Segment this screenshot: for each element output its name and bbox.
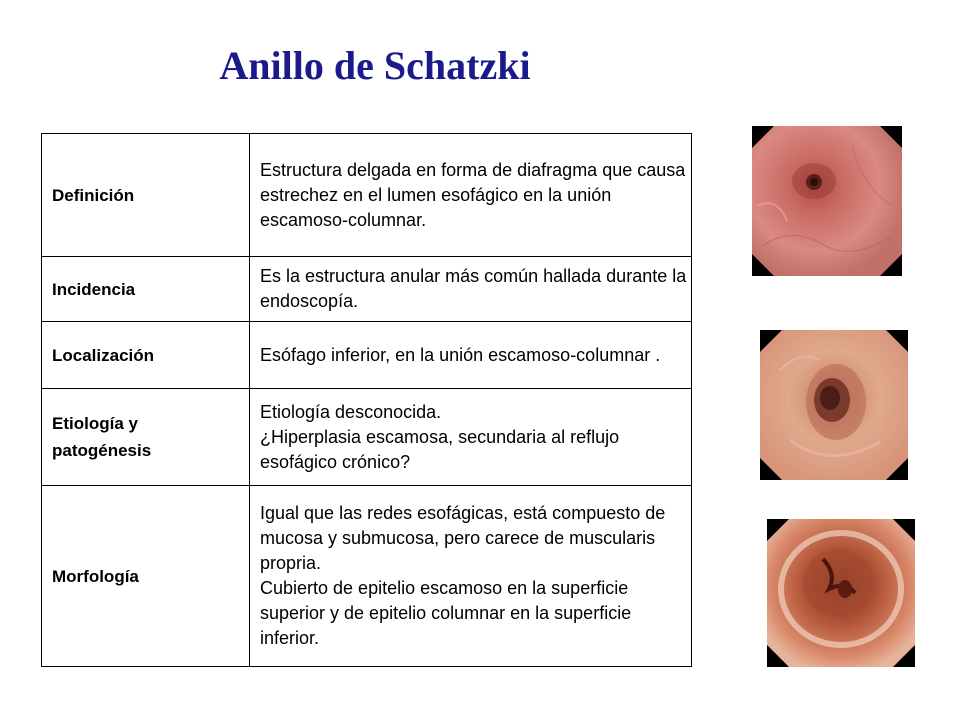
term-incidencia: Incidencia bbox=[42, 257, 250, 322]
endoscopy-photo bbox=[767, 519, 915, 667]
table-row bbox=[42, 486, 692, 667]
term-localizacion: Localización bbox=[42, 322, 250, 389]
table-row bbox=[42, 134, 692, 257]
endoscopy-photo bbox=[752, 126, 902, 276]
description-line: ¿Hiperplasia escamosa, secundaria al reflujo esofágico crónico? bbox=[260, 426, 620, 472]
endoscopy-photo bbox=[760, 330, 908, 480]
table-row bbox=[42, 322, 692, 389]
description-localizacion: Esófago inferior, en la unión escamoso-columnar . bbox=[250, 322, 692, 389]
endoscopy-image-1 bbox=[752, 126, 902, 276]
term-morfologia: Morfología bbox=[42, 486, 250, 667]
term-definicion: Definición bbox=[42, 134, 250, 257]
description-etiologia bbox=[250, 389, 692, 486]
table-row bbox=[42, 257, 692, 322]
term-etiologia: Etiología y patogénesis bbox=[42, 389, 250, 486]
description-line: Etiología desconocida. bbox=[260, 401, 442, 422]
description-definicion: Estructura delgada en forma de diafragma que causa estrechez en el lumen esofágico en la unión escamoso-columnar. bbox=[250, 134, 692, 257]
description-line: Cubierto de epitelio escamoso en la superficie superior y de epitelio columnar en la superficie inferior. bbox=[260, 578, 632, 648]
table-row bbox=[42, 389, 692, 486]
description-morfologia bbox=[250, 486, 692, 667]
info-table bbox=[41, 133, 692, 667]
page-title: Anillo de Schatzki bbox=[219, 43, 531, 88]
endoscopy-image-3 bbox=[767, 519, 915, 667]
endoscopy-image-2 bbox=[760, 330, 908, 480]
description-line: Igual que las redes esofágicas, está compuesto de mucosa y submucosa, pero carece de muscularis propria. bbox=[260, 503, 666, 573]
description-incidencia: Es la estructura anular más común hallada durante la endoscopía. bbox=[250, 257, 692, 322]
